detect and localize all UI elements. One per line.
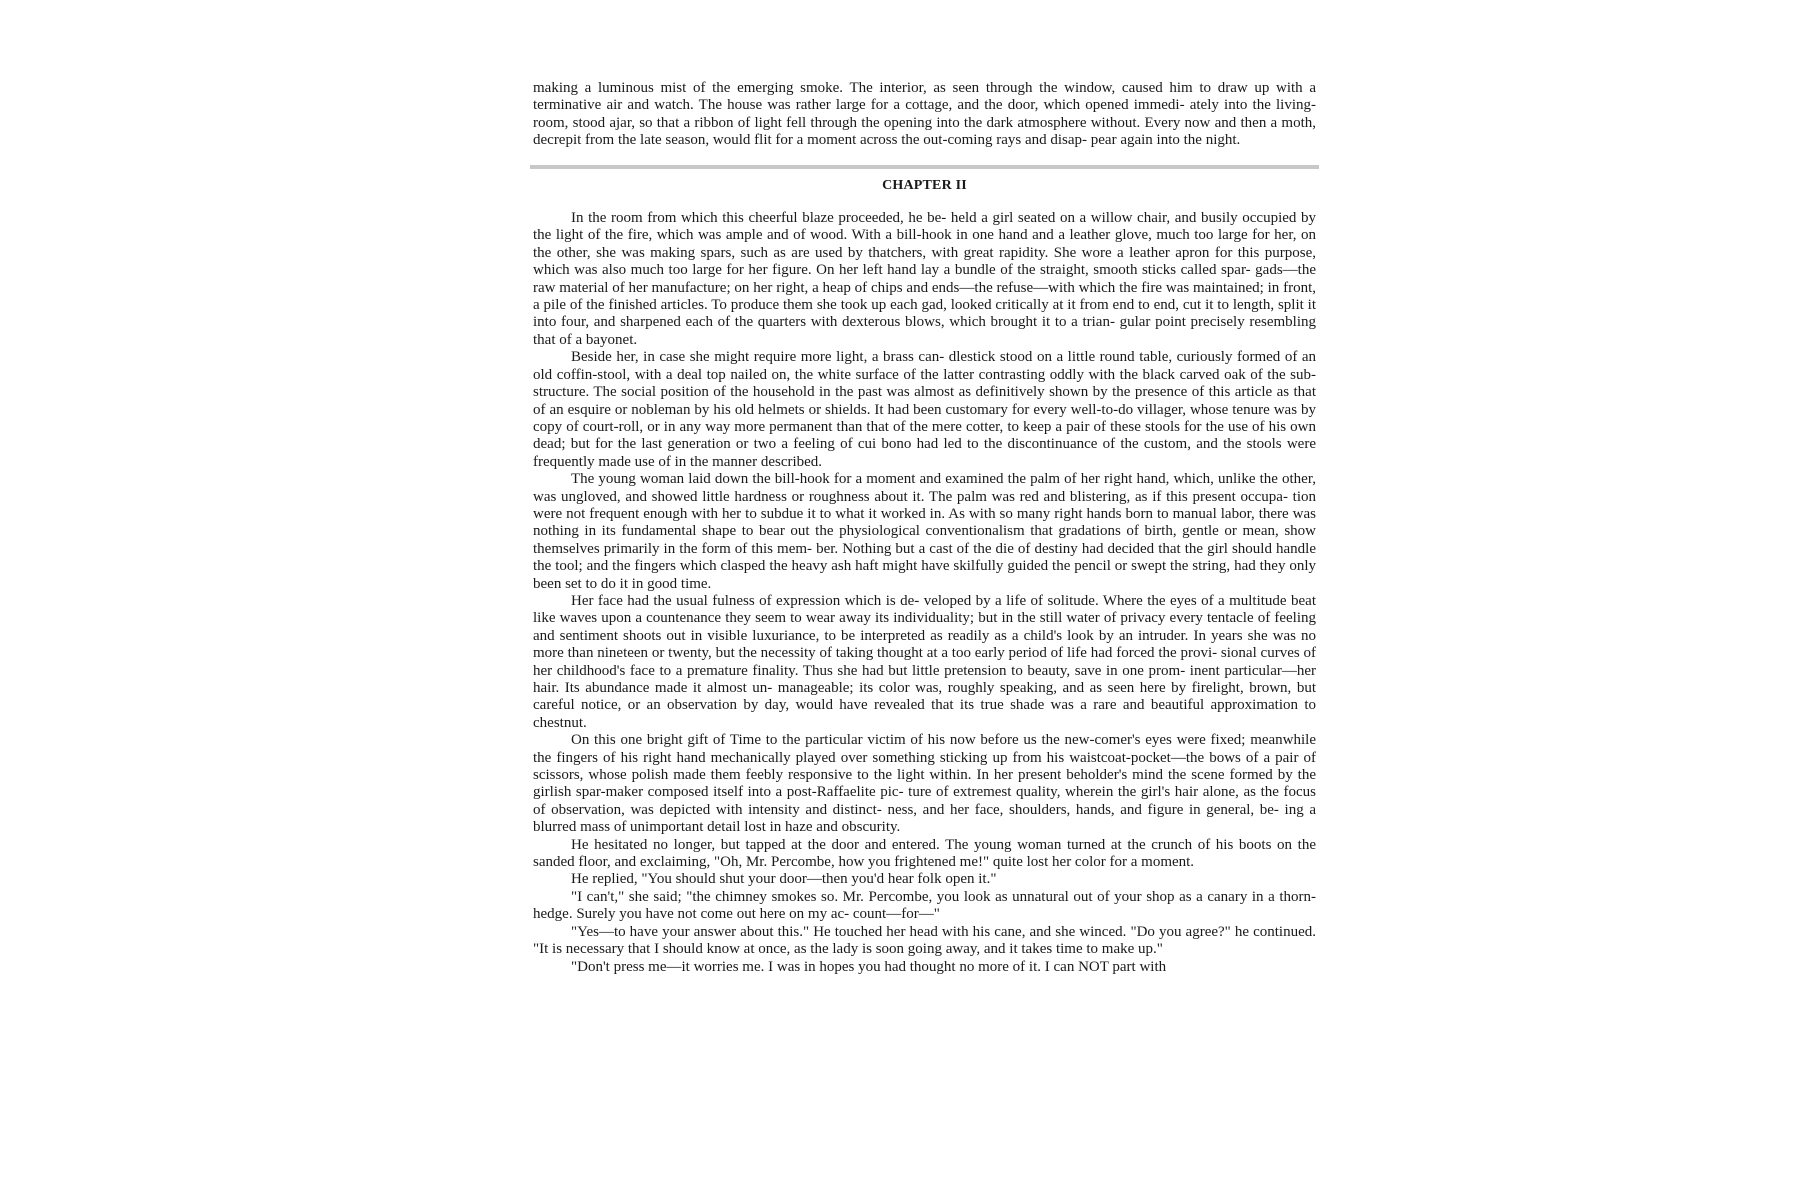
paragraph: He replied, "You should shut your door—then you'd hear folk open it." — [571, 871, 997, 888]
paragraph: "I can't," she said; "the chimney smokes so. Mr. Percombe, you look as unnatural out of your shop as a canary in a thorn- hedge. Surely you have not come out here on my ac- count—for—" — [533, 888, 1316, 923]
paragraph: On this one bright gift of Time to the particular victim of his now before us the new-comer's eyes were fixed; meanwhile the fingers of his right hand mechanically played over something sticking up from his waistcoat-pocket—the bows of a pair of scissors, whose polish made them feebly responsive to the light within. In her present beholder's mind the scene formed by the girlish spar-maker composed itself into a post-Raffaelite pic- ture of extremest quality, wherein the girl's hair alone, as the focus of observation, was depicted with intensity and distinct- ness, and her face, shoulders, hands, and figure in general, be- ing a blurred mass of unimportant detail lost in haze and obscurity. — [533, 732, 1316, 836]
paragraph: "Don't press me—it worries me. I was in hopes you had thought no more of it. I can NOT part with — [571, 958, 1167, 975]
paragraph: He hesitated no longer, but tapped at the door and entered. The young woman turned at the crunch of his boots on the sanded floor, and exclaiming, "Oh, Mr. Percombe, how you frightened me!" quite lost her color for a moment. — [533, 836, 1316, 871]
paragraph: Beside her, in case she might require more light, a brass can- dlestick stood on a little round table, curiously formed of an old coffin-stool, with a deal top nailed on, the white surface of the latter contrasting oddly with the black carved oak of the sub- structure. The social position of the household in the past was almost as definitively shown by the presence of this article as that of an esquire or nobleman by his old helmets or shields. It had been customary for every well-to-do villager, whose tenure was by copy of court-roll, or in any way more permanent than that of the mere cotter, to keep a pair of these stools for the use of his own dead; but for the last generation or two a feeling of cui bono had led to the discontinuance of the custom, and the stools were frequently made use of in the manner described. — [533, 349, 1316, 470]
intro-paragraph: making a luminous mist of the emerging smoke. The interior, as seen through the window, caused him to draw up with a terminative air and watch. The house was rather large for a cottage, and the door, which opened immedi- ately into the living-room, stood ajar, so that a ribbon of light fell through the opening into the dark atmosphere without. Every now and then a moth, decrepit from the late season, would flit for a moment across the out-coming rays and disap- pear again into the night. — [533, 80, 1316, 149]
chapter-heading: CHAPTER II — [882, 177, 967, 193]
book-page — [533, 80, 1316, 976]
paragraph: The young woman laid down the bill-hook for a moment and examined the palm of her right hand, which, unlike the other, was ungloved, and showed little hardness or roughness about it. The palm was red and blistering, as if this present occupa- tion were not frequent enough with her to subdue it to what it worked in. As with so many right hands born to manual labor, there was nothing in its fundamental shape to bear out the physiological conventionalism that gradations of birth, gentle or mean, show themselves primarily in the form of this mem- ber. Nothing but a cast of the die of destiny had decided that the girl should handle the tool; and the fingers which clasped the heavy ash haft might have skilfully guided the pencil or swept the string, had they only been set to do it in good time. — [533, 471, 1316, 592]
paragraph: "Yes—to have your answer about this." He touched her head with his cane, and she winced. "Do you agree?" he continued. "It is necessary that I should know at once, as the lady is soon going away, and it takes time to make up." — [533, 923, 1316, 958]
paragraph: Her face had the usual fulness of expression which is de- veloped by a life of solitude. Where the eyes of a multitude beat like waves upon a countenance they seem to wear away its individuality; but in the still water of privacy every tentacle of feeling and sentiment shoots out in visible luxuriance, to be interpreted as readily as a child's look by an intruder. In years she was no more than nineteen or twenty, but the necessity of taking thought at a too early period of life had forced the provi- sional curves of her childhood's face to a premature finality. Thus she had but little pretension to beauty, save in one prom- inent particular—her hair. Its abundance made it almost un- manageable; its color was, roughly speaking, and as seen here by firelight, brown, but careful notice, or an observation by day, would have revealed that its true shade was a rare and beautiful approximation to chestnut. — [533, 592, 1316, 731]
section-divider — [530, 165, 1319, 169]
paragraph: In the room from which this cheerful blaze proceeded, he be- held a girl seated on a willow chair, and busily occupied by the light of the fire, which was ample and of wood. With a bill-hook in one hand and a leather glove, much too large for her, on the other, she was making spars, such as are used by thatchers, with great rapidity. She wore a leather apron for this purpose, which was also much too large for her figure. On her left hand lay a bundle of the straight, smooth sticks called spar- gads—the raw material of her manufacture; on her right, a heap of chips and ends—the refuse—with which the fire was maintained; in front, a pile of the finished articles. To produce them she took up each gad, looked critically at it from end to end, cut it to length, split it into four, and sharpened each of the quarters with dexterous blows, which brought it to a trian- gular point precisely resembling that of a bayonet. — [533, 210, 1316, 348]
